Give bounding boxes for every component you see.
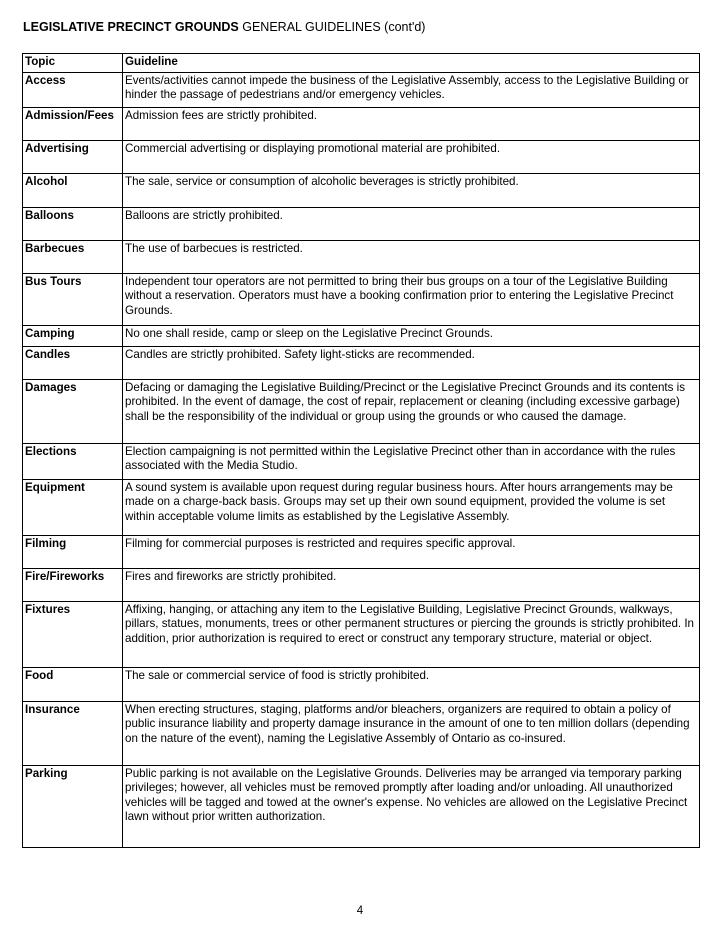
row-topic: Alcohol bbox=[23, 173, 123, 207]
page-number: 4 bbox=[356, 905, 364, 917]
table-row bbox=[23, 479, 700, 535]
row-topic: Advertising bbox=[23, 140, 123, 173]
row-guideline: A sound system is available upon request during regular business hours. After hours arrangements may be made on a charge-back basis. Groups may set up their own sound equipment, provided the volume is set within acceptable volume limits as established by the Legislative Assembly. bbox=[123, 479, 700, 535]
row-topic: Bus Tours bbox=[23, 273, 123, 325]
row-guideline: Events/activities cannot impede the business of the Legislative Assembly, access to the Legislative Building or hinder the passage of pedestrians and/or emergency vehicles. bbox=[123, 72, 700, 107]
page-heading-rest: GENERAL GUIDELINES (cont'd) bbox=[238, 20, 426, 34]
row-guideline: Defacing or damaging the Legislative Building/Precinct or the Legislative Precinct Grounds and its contents is prohibited. In the event of damage, the cost of repair, replacement or cleaning (including excessive garbage) shall be the responsibility of the individual or group using the grounds or who caused the damage. bbox=[123, 379, 700, 443]
row-topic: Admission/Fees bbox=[23, 107, 123, 140]
table-row bbox=[23, 273, 700, 325]
row-topic: Access bbox=[23, 72, 123, 107]
table-row bbox=[23, 701, 700, 765]
table-row bbox=[23, 601, 700, 667]
table-row bbox=[23, 325, 700, 346]
row-guideline: Affixing, hanging, or attaching any item to the Legislative Building, Legislative Precinct Grounds, walkways, pillars, statues, monuments, trees or other permanent structures or piercing the grounds is strictly prohibited. In addition, prior authorization is required to erect or construct any temporary structure, material or object. bbox=[123, 601, 700, 667]
row-guideline: Independent tour operators are not permitted to bring their bus groups on a tour of the Legislative Building without a reservation. Operators must have a booking confirmation prior to entering the Legislative Precinct Grounds. bbox=[123, 273, 700, 325]
header-topic: Topic bbox=[23, 54, 123, 73]
table-row bbox=[23, 346, 700, 379]
row-topic: Food bbox=[23, 667, 123, 701]
row-topic: Candles bbox=[23, 346, 123, 379]
table-row bbox=[23, 379, 700, 443]
row-guideline: The sale or commercial service of food is strictly prohibited. bbox=[123, 667, 700, 701]
row-guideline: Filming for commercial purposes is restricted and requires specific approval. bbox=[123, 535, 700, 568]
row-topic: Elections bbox=[23, 443, 123, 479]
table-row bbox=[23, 443, 700, 479]
table-row bbox=[23, 240, 700, 273]
page-heading bbox=[23, 20, 425, 34]
table-row bbox=[23, 173, 700, 207]
table-row bbox=[23, 140, 700, 173]
row-guideline: Election campaigning is not permitted within the Legislative Precinct other than in accordance with the rules associated with the Media Studio. bbox=[123, 443, 700, 479]
guidelines-table bbox=[22, 53, 700, 848]
row-guideline: Public parking is not available on the Legislative Grounds. Deliveries may be arranged via temporary parking privileges; however, all vehicles must be removed promptly after loading and/or unloading. All unauthorized vehicles will be tagged and towed at the owner's expense. No vehicles are allowed on the Legislative Precinct lawn without prior written authorization. bbox=[123, 765, 700, 847]
table-header-row bbox=[23, 54, 700, 73]
row-topic: Filming bbox=[23, 535, 123, 568]
row-topic: Balloons bbox=[23, 207, 123, 240]
row-guideline: Candles are strictly prohibited. Safety light-sticks are recommended. bbox=[123, 346, 700, 379]
row-guideline: The use of barbecues is restricted. bbox=[123, 240, 700, 273]
row-guideline: When erecting structures, staging, platforms and/or bleachers, organizers are required to obtain a policy of public insurance liability and property damage insurance in the amount of one to ten million dollars (depending on the nature of the event), naming the Legislative Assembly of Ontario as co-insured. bbox=[123, 701, 700, 765]
row-topic: Camping bbox=[23, 325, 123, 346]
row-guideline: Fires and fireworks are strictly prohibited. bbox=[123, 568, 700, 601]
row-topic: Fixtures bbox=[23, 601, 123, 667]
row-guideline: The sale, service or consumption of alcoholic beverages is strictly prohibited. bbox=[123, 173, 700, 207]
row-guideline: Admission fees are strictly prohibited. bbox=[123, 107, 700, 140]
row-topic: Insurance bbox=[23, 701, 123, 765]
table-row bbox=[23, 765, 700, 847]
row-topic: Damages bbox=[23, 379, 123, 443]
row-topic: Equipment bbox=[23, 479, 123, 535]
row-guideline: Balloons are strictly prohibited. bbox=[123, 207, 700, 240]
row-guideline: No one shall reside, camp or sleep on the Legislative Precinct Grounds. bbox=[123, 325, 700, 346]
row-topic: Fire/Fireworks bbox=[23, 568, 123, 601]
table-row bbox=[23, 107, 700, 140]
page-heading-bold: LEGISLATIVE PRECINCT GROUNDS bbox=[23, 20, 239, 34]
table-row bbox=[23, 568, 700, 601]
row-topic: Barbecues bbox=[23, 240, 123, 273]
table-row bbox=[23, 207, 700, 240]
table-body bbox=[23, 72, 700, 847]
header-guideline: Guideline bbox=[123, 54, 700, 73]
row-guideline: Commercial advertising or displaying promotional material are prohibited. bbox=[123, 140, 700, 173]
table-row bbox=[23, 667, 700, 701]
table-row bbox=[23, 72, 700, 107]
row-topic: Parking bbox=[23, 765, 123, 847]
table-row bbox=[23, 535, 700, 568]
